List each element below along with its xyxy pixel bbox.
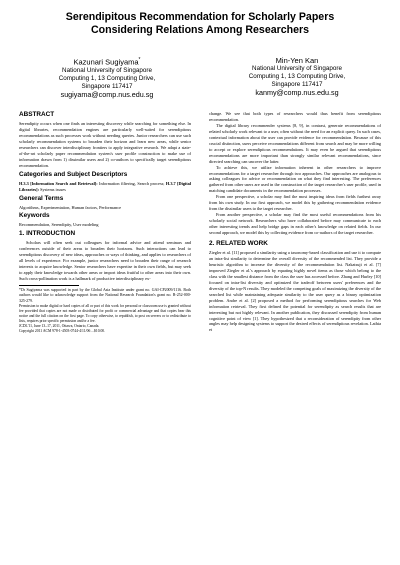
paragraph-dissimilar: From one perspective, a scholar may find the most inspiring ideas from fields furthest away from his own study. In our first approach, we model this by gathering recommendation evidence from the dissimilar users to the target researcher.	[209, 194, 381, 212]
author-postcode: Singapore 117417	[81, 82, 133, 90]
right-column	[209, 111, 381, 333]
paragraph-recommender: The digital library recommender systems [8, 9], in contrast, generate recommendations of related scholarly work relevant to a user, often without the need for an explicit query. In such cases, contextual information about the user can provide evidence for recommendation. Because of this crucial distinction, users perceive recommendations different from search and may be more willing to accept or explore serendipitous recommendations. It may even be argued that serendipitous recommendations are more important than strongly similar relevant recommendations, since directed searching can uncover the latter.	[209, 122, 381, 164]
category-bold-2: H.3.7 [Digital Libraries]:	[19, 180, 191, 192]
abstract-heading: ABSTRACT	[19, 111, 55, 118]
footnote-rule	[19, 285, 79, 286]
left-column	[19, 111, 191, 334]
related-work-heading: 2. RELATED WORK	[209, 240, 268, 248]
conference-line: JCDL'11, June 13–17, 2011, Ottawa, Ontario, Canada.	[19, 323, 100, 328]
keywords-text: Recommendation, Serendipity, User modeling	[19, 222, 99, 228]
general-terms-heading: General Terms	[19, 194, 64, 202]
author-block-2	[212, 56, 382, 97]
related-work-text: Ziegler et al. [11] proposed a similarity using a taxonomy-based classification and use it to compute an intra-list similarity to determine the overall diversity of the recommended list. They provide a heuristic algorithm to increase the diversity of the recommendation list. Nakatsuji et al. [7] improved Ziegler et al.'s approach by equating highly novel items as those which belong to the class with the smallest distance from the class the user has accessed before. Zhang and Hurley [10] focused on intra-list diversity and optimized the tradeoff between users' preferences and the diversity of the top-N results. They modeled the competing goals of maximizing the diversity of the searched list while maintaining adequate similarity to the user query as a binary optimization problem. Andre et al. [2] proposed a method for performing serendipitous searches for Web information retrieval. They first defined the potential for serendipity as search results that are interesting but not highly relevant. In another publication, they discussed serendipity from human cognitive point of view [1]. They hypothesized that a reconsideration of serendipity from other angles may help designing systems to support the desired effects of serendipitous revelation. Lathia et	[209, 250, 381, 333]
author-postcode: Singapore 117417	[271, 81, 323, 88]
introduction-text: Scholars will often seek out colleagues for informal advice and attend seminars and conferences outside of their areas to broaden their horizons. Such interactions can lead to serendipitous discovery of new ideas, approaches or ways of thinking, and applies to researchers of all levels of experience. For example, junior researchers need to broaden their range of research interests to acquire knowledge. Senior researchers have expertise in their own fields, but may seek to apply their knowledge towards other areas or import ideas fruitful to other areas into their own. Such cross-pollination work is a hallmark of productive interdisciplinary ex-	[19, 240, 191, 282]
paper-title	[20, 11, 380, 37]
categories-heading: Categories and Subject Descriptors	[19, 170, 128, 178]
general-terms-text: Algorithms, Experimentation, Human factors, Performance	[19, 204, 122, 210]
category-text-2: Systems issues	[39, 186, 66, 192]
author-affiliation: National University of Singapore	[252, 65, 342, 72]
paragraph-coauthors: From another perspective, a scholar may find the most useful recommendations from his scholarly social network. Researchers who have collaborated before may communicate to each other interesting trends and help bridge gaps in each other's knowledge on related fields. In our second approach, we model this by collecting evidence from co-authors of the target researcher.	[209, 212, 381, 236]
permission-notice: Permission to make digital or hard copies of all or part of this work for personal or classroom use is granted without fee provided that copies are not made or distributed for profit or commercial advantage and that copies bear this notice and the full citation on the first page. To copy otherwise, to republish, to post on servers or to redistribute to lists, requires prior specific permission and/or a fee.	[19, 303, 191, 323]
title-line-1: Serendipitous Recommendation for Scholarly Papers	[65, 11, 335, 23]
author-name: Min-Yen Kan	[275, 56, 319, 65]
footnote-mark: *	[138, 57, 141, 63]
keywords-heading: Keywords	[19, 212, 50, 220]
category-bold-1: H.3.3 [Information Search and Retrieval]:	[19, 180, 98, 186]
author-email: sugiyama@comp.nus.edu.sg	[60, 89, 154, 99]
footnote-text: *Dr Sugiyama was supported in part by the Global Asia Institute under grant no. GAI-CP2009/1116. Both authors would like to acknowledge support from the National Research Foundation's grant no. R-252-000-325-279.	[19, 288, 191, 303]
author-address: Computing 1, 13 Computing Drive,	[58, 74, 156, 82]
categories-text	[19, 181, 191, 193]
author-email: kanmy@comp.nus.edu.sg	[255, 88, 339, 97]
author-block-1	[22, 56, 192, 99]
paragraph-continuation: change. We see that both types of researchers would thus benefit from serendipitous recommendation.	[209, 111, 381, 122]
abstract-text: Serendipity occurs when one finds an interesting discovery while searching for something else. In digital libraries, recommendation engines are particularly well-suited for serendipitous recommendations as such processes work without needing queries. Junior researchers can use such scholarly recommendation systems to broaden their horizon and learn new areas, while senior researchers can discover interdisciplinary frontiers to apply integrative research. We adapt a state-of-the-art scholarly paper recommendation system's user profile construction to make use of information drawn from 1) dissimilar users and 2) co-authors to specifically target serendipitous recommendation.	[19, 121, 191, 168]
paragraph-approach: To achieve this, we utilize information inherent in other researchers to improve recommendations for a target researcher through two approaches. Our approaches are analogous to asking colleagues for advice or recommendation on what they find interesting. The preferences gathered from other users are used in the construction of the target researcher's user profile, used in matching candidate documents in the recommendation processes.	[209, 164, 381, 194]
title-line-2: Considering Relations Among Researchers	[90, 24, 309, 36]
copyright-line: Copyright 2011 ACM 978-1-4503-0744-4/11/06 ...$10.00.	[19, 328, 106, 333]
author-name: Kazunari Sugiyama	[73, 57, 139, 67]
introduction-heading: 1. INTRODUCTION	[19, 230, 76, 238]
author-address: Computing 1, 13 Computing Drive,	[248, 73, 346, 80]
category-text-1: Information filtering, Search process;	[97, 180, 166, 186]
author-affiliation: National University of Singapore	[62, 66, 152, 74]
